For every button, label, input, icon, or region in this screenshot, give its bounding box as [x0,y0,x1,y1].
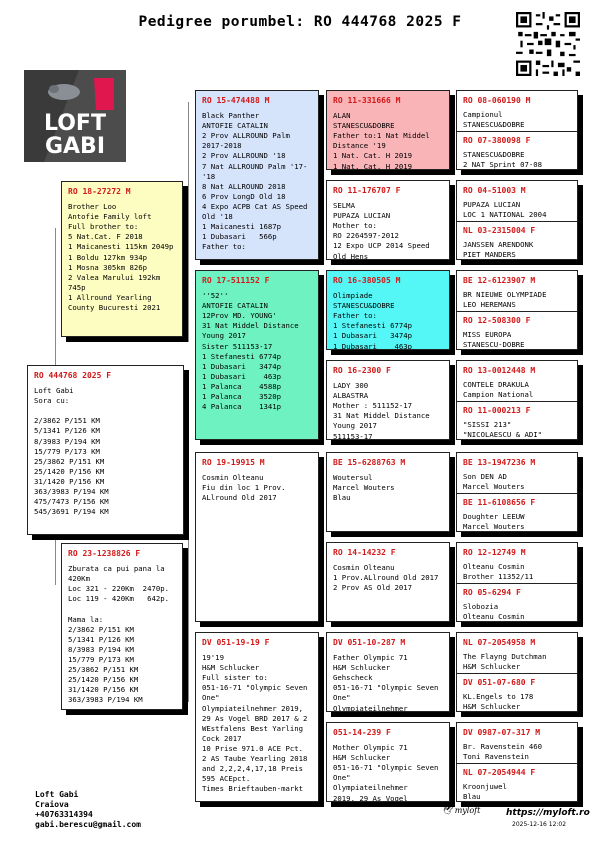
ancestor-gen3-card[interactable] [326,360,450,440]
ring-number: NL 03-2315004 F [463,226,536,235]
ancestor-gen3-card[interactable] [326,270,450,350]
card-text: ''52'' ANTOFIE CATALIN 12Prov MD. YOUNG' 31 Nat Middel Distance Young 2017 Sister 511153-17 1 Stefanesti 6774p 1 Dubasari 3474p 1 Dubasari 463p 1 Palanca 4588p 1 Palanca 3520p 4 Palanca 1341p [202,291,299,412]
owner-email[interactable]: gabi.berescu@gmail.com [35,820,141,829]
ring-number: RO 14-14232 F [333,548,396,557]
card-text: Loft Gabi Sora cu: 2/3862 P/151 KM 5/1341 P/126 KM 8/3983 P/194 KM 15/779 P/173 KM 25/3862 P/151 KM 25/1420 P/156 KM 31/1420 P/156 KM 363/3983 P/194 KM 475/7473 P/156 KM 545/3691 P/194 KM [34,386,109,517]
card-text: Mother Olympic 71 H&M Schlucker 051-16-71 "Olympic Seven One" Olympiateilnehmer 2019, 29 As Vogel [333,743,439,802]
connector-line [55,228,56,365]
card-text: Doughter LEEUW Marcel Wouters [463,512,525,532]
ring-number: RO 12-508300 F [463,316,531,325]
grandsire-paternal-card[interactable] [195,90,319,260]
ring-number: NL 07-2054944 F [463,768,536,777]
sire-card[interactable] [61,181,183,337]
ring-number: BE 13-1947236 M [463,458,536,467]
ring-number: 051-14-239 F [333,728,391,737]
card-text: KL.Engels to 178 H&M Schlucker [463,692,534,712]
ring-number: RO 08-060190 M [463,96,531,105]
ring-number: RO 05-6294 F [463,588,521,597]
card-text: Olteanu Cosmin Brother 11352/11 [463,562,534,582]
ring-number: RO 19-19915 M [202,458,265,467]
card-text: Campionul STANESCU&DOBRE [463,110,525,130]
card-text: CONTELE DRAKULA Campion National [463,380,534,400]
ring-number: BE 15-6288763 M [333,458,406,467]
loft-gabi-logo [24,70,126,162]
connector-line [188,462,189,702]
dam-card[interactable] [61,543,183,710]
ancestor-gen4-pair-card[interactable] [456,180,578,260]
website-link[interactable]: https://myloft.ro [506,808,590,818]
card-text: LADY 300 ALBASTRA Mother : 511152-17 31 Nat Middel Distance Young 2017 511153-17 [333,381,430,440]
ring-number: RO 04-51003 M [463,186,526,195]
card-text: Slobozia Olteanu Cosmin [463,602,525,622]
owner-city: Craiova [35,800,69,809]
card-text: Father Olympic 71 H&M Schlucker Gehscheck 051-16-71 "Olympic Seven One" Olympiateilnehmer [333,653,439,712]
ancestor-gen3-card[interactable] [326,542,450,622]
ancestor-gen3-card[interactable] [326,180,450,260]
card-text: Son DEN AD Marcel Wouters [463,472,525,492]
card-text: STANESCU&DOBRE 2 NAT Sprint 07-08 [463,150,543,170]
grandsire-maternal-card[interactable] [195,452,319,622]
card-text: PUPAZA LUCIAN LOC 1 NATIONAL 2004 [463,200,547,220]
ring-number: RO 12-12749 M [463,548,526,557]
ring-number: BE 12-6123907 M [463,276,536,285]
card-text: The Flayng Dutchman H&M Schlucker [463,652,547,672]
connector-line [322,282,323,402]
card-text: Olimpiade STANESCU&DOBRE Father to: 1 Stefanesti 6774p 1 Dubasari 3474p 1 Dubasari 463p [333,291,413,350]
ring-number: RO 17-511152 F [202,276,270,285]
card-text: Brother Loo Antofie Family loft Full brother to: 5 Nat.Cat. F 2018 1 Maicanesti 115km 2049p 1 Boldu 127km 934p 1 Mosna 305km 826p 2 Valea Marului 192km 745p 1 Allround Yearling County Bucuresti 2021 [68,202,174,313]
ancestor-gen4-pair-card[interactable] [456,90,578,170]
print-date: 2025-12-16 12:02 [512,821,567,828]
ancestor-gen4-pair-card[interactable] [456,632,578,712]
ancestor-gen4-pair-card[interactable] [456,360,578,440]
ring-number: BE 11-6108656 F [463,498,536,507]
card-text: Zburata ca pui pana la 420Km Loc 321 - 220Km 2470p. Loc 119 - 420Km 642p. Mama la: 2/3862 P/151 KM 5/1341 P/126 KM 8/3983 P/194 KM 15/779 P/173 KM 25/3862 P/151 KM 25/1420 P/156 KM 31/1420 P/156 KM 363/3983 P/194 KM [68,564,170,705]
connector-line [322,642,323,762]
ring-number: DV 051-19-19 F [202,638,270,647]
page-title: Pedigree porumbel: RO 444768 2025 F [138,14,462,30]
granddam-maternal-card[interactable] [195,632,319,802]
ring-number: RO 16-380505 M [333,276,401,285]
logo-text-loft: LOFT [44,111,106,136]
ring-number: RO 07-380098 F [463,136,531,145]
brand-text: myloft [454,806,481,815]
ring-number: RO 13-0012448 M [463,366,536,375]
ring-number: DV 0987-07-317 M [463,728,541,737]
ancestor-gen4-pair-card[interactable] [456,452,578,532]
connector-line [188,102,189,342]
card-text: "SISSI 213" "NICOLAESCU & ADI" [463,420,543,440]
ring-number: NL 07-2054958 M [463,638,536,647]
card-text: Cosmin Olteanu 1 Prov.ALlround Old 2017 2 Prov AS Old 2017 [333,563,439,593]
card-text: MISS EUROPA STANESCU-DOBRE [463,330,525,350]
card-text: Woutersul Marcel Wouters Blau [333,473,395,503]
ring-number: RO 16-2300 F [333,366,391,375]
ring-number: DV 051-07-680 F [463,678,536,687]
ring-number: RO 11-176707 F [333,186,401,195]
owner-name: Loft Gabi [35,790,79,799]
connector-line [322,102,323,232]
ring-number: DV 051-10-287 M [333,638,406,647]
ancestor-gen4-pair-card[interactable] [456,722,578,802]
myloft-logo [442,806,480,815]
ring-number: RO 15-474488 M [202,96,270,105]
card-text: BR NIEUWE OLYMPIADE LEO HEREMANS [463,290,547,310]
logo-text-gabi: GABI [44,134,106,159]
ancestor-gen3-card[interactable] [326,632,450,712]
owner-contact [35,790,141,830]
ancestor-gen3-card[interactable] [326,722,450,802]
ring-number: RO 18-27272 M [68,187,131,196]
owner-phone[interactable]: +40763314394 [35,810,93,819]
ring-number: RO 11-331666 M [333,96,401,105]
ring-number: RO 23-1238826 F [68,549,141,558]
ancestor-gen3-card[interactable] [326,90,450,170]
card-text: Cosmin Olteanu Fiu din loc 1 Prov. ALlround Old 2017 [202,473,286,503]
card-text: Kroonjuwel Blau [463,782,507,802]
ancestor-gen4-pair-card[interactable] [456,542,578,622]
card-text: Black Panther ANTOFIE CATALIN 2 Prov ALLROUND Palm 2017-2018 2 Prov ALLROUND '18 7 Nat ALLROUND Palm '17-'18 8 Nat ALLROUND 2018 6 Prov LongD Old 18 4 Expo ACPB Cat AS Speed Old '18 1 Maicanesti 1687p 1 Dubasari 566p Father to: [202,111,308,252]
ring-number: RO 444768 2025 F [34,371,112,380]
card-text: 19'19 H&M Schlucker Full sister to: 051-16-71 "Olympic Seven One" Olympiateilnehmer 2019, 29 As Vogel BRD 2017 & 2 WEstfalens Best Yarling Cock 2017 10 Prise 971.0 ACE Pct. 2 AS Taube Yearling 2018 and 2,2,2,4,17,18 Preis 595 ACEpct. Times Brieftauben-markt [202,653,308,794]
ring-number: RO 11-000213 F [463,406,531,415]
qr-code-icon [516,12,580,76]
ancestor-gen4-pair-card[interactable] [456,270,578,350]
connector-line [55,535,56,585]
card-text: ALAN STANESCU&DOBRE Father to:1 Nat Middel Distance '19 1 Nat. Cat. H 2019 1 Nat. Cat. H 2019 [333,111,430,170]
subject-card[interactable] [27,365,184,535]
card-text: JANSSEN ARENDONK PIET MANDERS [463,240,534,260]
granddam-paternal-card[interactable] [195,270,319,440]
pigeon-icon: 🕊 [442,806,453,815]
connector-line [322,462,323,582]
card-text: SELMA PUPAZA LUCIAN Mother to: RO 2264597-2012 12 Expo UCP 2014 Speed Old Hens [333,201,430,260]
ancestor-gen3-card[interactable] [326,452,450,532]
card-text: Br. Ravenstein 460 Toni Ravenstein [463,742,543,762]
